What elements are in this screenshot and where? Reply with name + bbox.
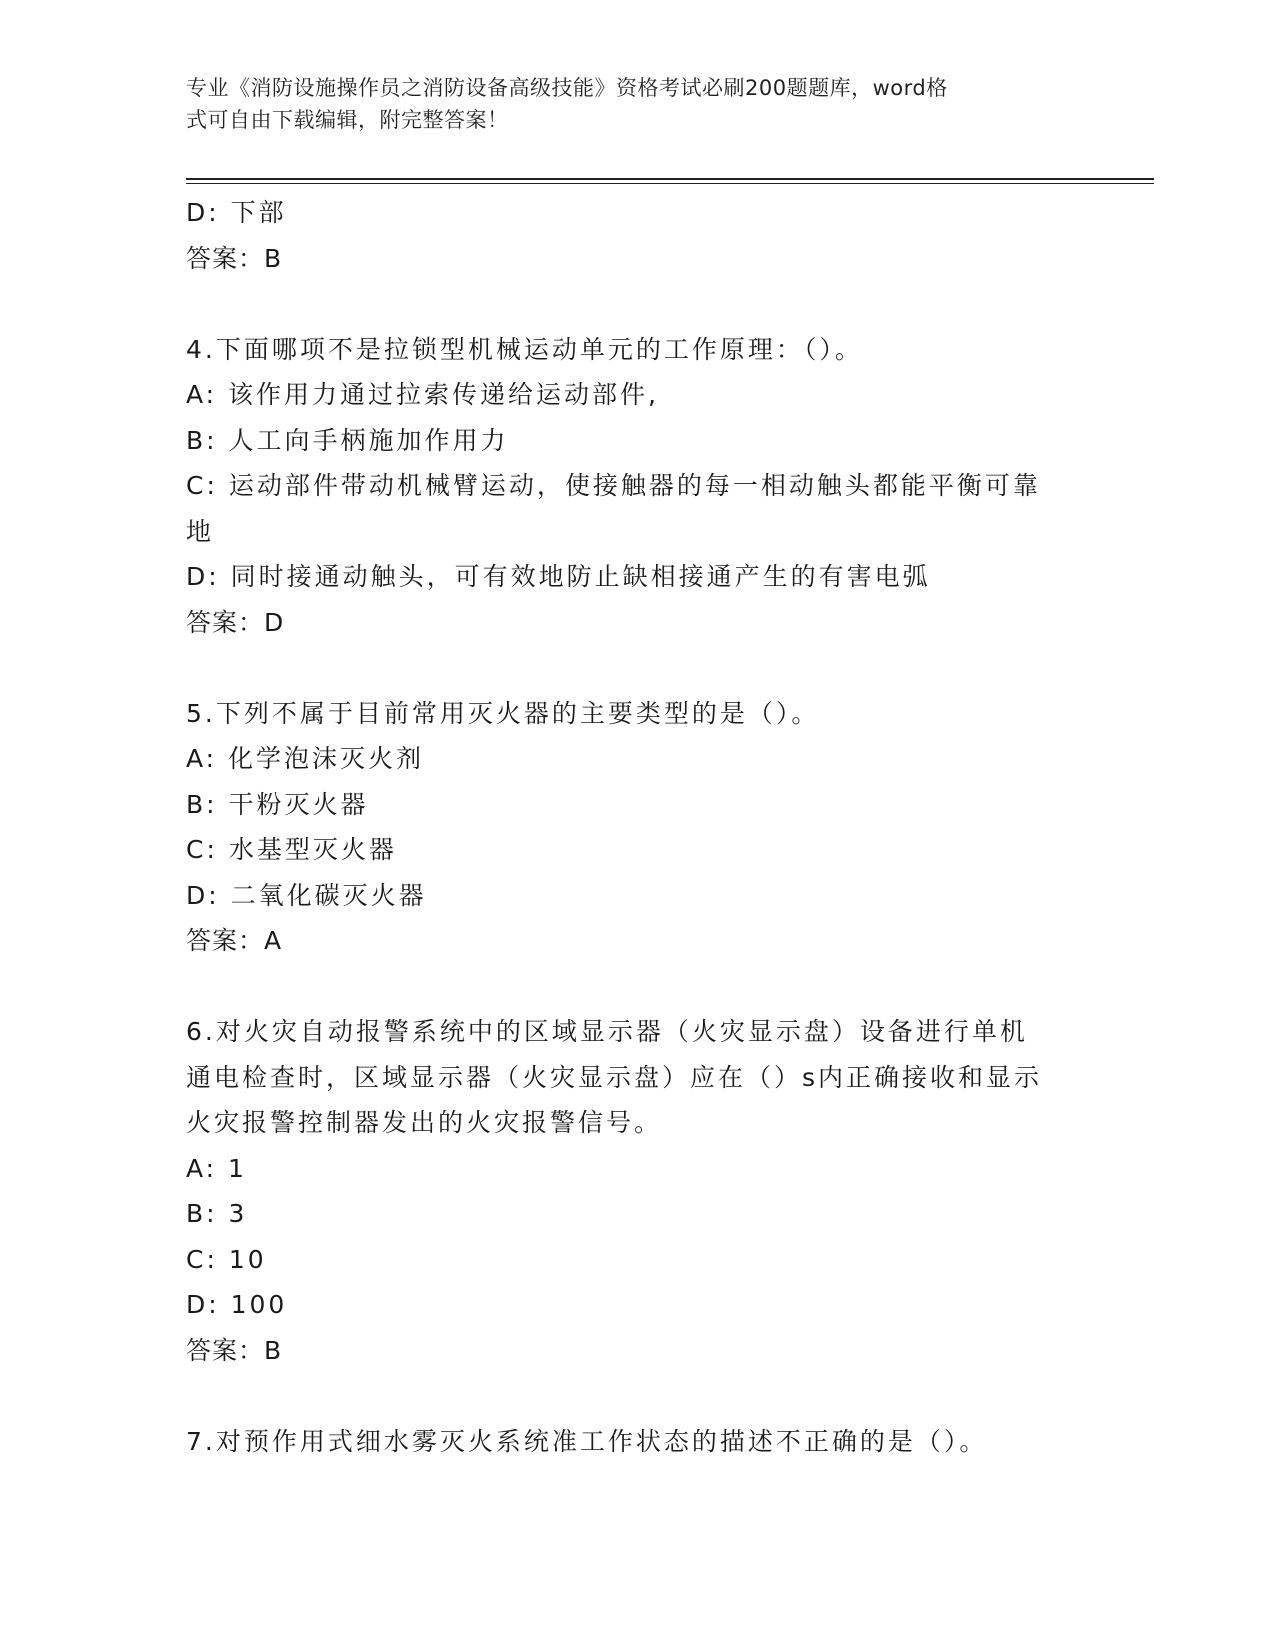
header-line: 式可自由下载编辑，附完整答案！ [186,108,509,132]
page-header [186,72,1066,136]
question-stem-continued: 通电检查时，区域显示器（火灾显示盘）应在（）s内正确接收和显示 [186,1062,1043,1092]
question-stem: 4.下面哪项不是拉锁型机械运动单元的工作原理：（）。 [186,334,863,364]
option-line-continued: 地 [186,516,215,546]
answer-line: 答案：A [186,926,283,955]
answer-line: 答案：B [186,243,283,273]
header-rule [186,178,1154,180]
option-line: C: 运动部件带动机械臂运动，使接触器的每一相动触头都能平衡可靠 [186,471,1041,500]
question-stem: 5.下列不属于目前常用灭火器的主要类型的是（）。 [186,698,820,728]
question-stem: 7.对预作用式细水雾灭火系统准工作状态的描述不正确的是（）。 [186,1426,988,1456]
question-block [186,1009,1086,1373]
question-block [186,691,1086,964]
question-block [186,327,1086,646]
option-line: A: 化学泡沫灭火剂 [186,744,425,773]
option-line: D: 二氧化碳灭火器 [186,880,427,910]
answer-line: 答案：D [186,607,285,637]
question-block [186,1419,1086,1465]
question-block [186,190,1086,281]
option-line: A: 1 [186,1153,247,1183]
option-line: B: 干粉灭火器 [186,789,369,819]
option-line: B: 3 [186,1199,248,1228]
option-line: D: 100 [186,1290,288,1319]
option-line: D: 同时接通动触头，可有效地防止缺相接通产生的有害电弧 [186,562,931,591]
question-stem: 6.对火灾自动报警系统中的区域显示器（火灾显示盘）设备进行单机 [186,1017,1028,1046]
option-line: B: 人工向手柄施加作用力 [186,425,509,455]
question-stem-continued: 火灾报警控制器发出的火灾报警信号。 [186,1108,663,1137]
question-content [186,190,1086,1464]
option-line: A: 该作用力通过拉索传递给运动部件, [186,380,659,409]
option-line: C: 10 [186,1244,267,1274]
answer-line: 答案：B [186,1335,283,1365]
header-line: 专业《消防设施操作员之消防设备高级技能》资格考试必刷200题题库，word格 [186,76,948,100]
option-line: D: 下部 [186,198,287,227]
option-line: C: 水基型灭火器 [186,835,397,864]
header-rule-thin [186,183,1154,184]
